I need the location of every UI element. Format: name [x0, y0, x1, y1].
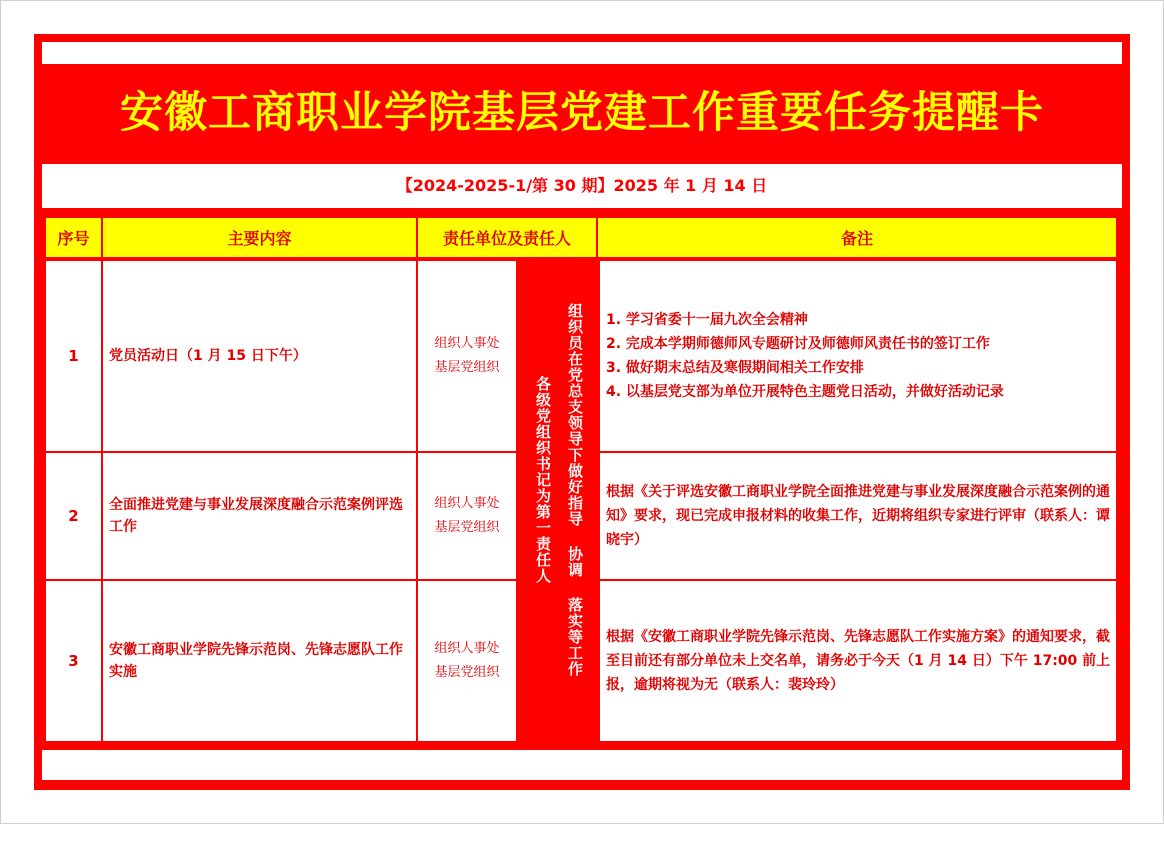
card-title: 安徽工商职业学院基层党建工作重要任务提醒卡	[120, 88, 1044, 138]
top-white-strip	[42, 42, 1122, 64]
responsibility-banner	[518, 261, 598, 741]
row-2-notes: 根据《关于评选安徽工商职业学院全面推进党建与事业发展深度融合示范案例的通知》要求，现已完成申报材料的收集工作，近期将组织专家进行评审（联系人：谭晓宇）	[600, 453, 1116, 579]
header-content: 主要内容	[103, 218, 416, 257]
row-1-unit-org: 组织人事处	[434, 336, 500, 351]
row-1-content: 党员活动日（1 月 15 日下午）	[103, 261, 416, 451]
row-2-unit-org: 组织人事处	[434, 496, 500, 511]
task-table	[44, 216, 1120, 743]
row-2-unit-grassroots: 基层党组织	[434, 520, 500, 535]
header-index: 序号	[46, 218, 101, 257]
row-2-units	[418, 453, 516, 579]
reminder-card	[34, 34, 1130, 790]
row-3-unit-grassroots: 基层党组织	[434, 665, 500, 680]
row-3-index: 3	[46, 581, 101, 741]
bottom-white-strip	[42, 750, 1122, 780]
row-3-content: 安徽工商职业学院先锋示范岗、先锋志愿队工作实施	[103, 581, 416, 741]
row-1-note-4: 4. 以基层党支部为单位开展特色主题党日活动，并做好活动记录	[606, 384, 1004, 400]
row-1-index: 1	[46, 261, 101, 451]
row-3-unit-org: 组织人事处	[434, 641, 500, 656]
row-1-note-3: 3. 做好期末总结及寒假期间相关工作安排	[606, 360, 864, 376]
row-2-index: 2	[46, 453, 101, 579]
row-3-units	[418, 581, 516, 741]
row-1-note-1: 1. 学习省委十一届九次全会精神	[606, 312, 808, 328]
row-1-notes	[600, 261, 1116, 451]
row-3-notes: 根据《安徽工商职业学院先锋示范岗、先锋志愿队工作实施方案》的通知要求，截至目前还有部分单位未上交名单，请务必于今天（1 月 14 日）下午 17:00 前上报，逾期将视为无（联系人：裴玲玲）	[600, 581, 1116, 741]
header-responsible: 责任单位及责任人	[418, 218, 596, 257]
row-1-note-2: 2. 完成本学期师德师风专题研讨及师德师风责任书的签订工作	[606, 336, 990, 352]
banner-line-secretary: 各级党组织书记为第一责任人	[534, 376, 552, 584]
period-line: 【2024-2025-1/第 30 期】2025 年 1 月 14 日	[42, 164, 1122, 208]
row-1-units	[418, 261, 516, 451]
row-1-unit-grassroots: 基层党组织	[434, 360, 500, 375]
row-2-content: 全面推进党建与事业发展深度融合示范案例评选工作	[103, 453, 416, 579]
header-notes: 备注	[598, 218, 1116, 257]
banner-line-organizer: 组织员在党总支领导下做好指导 协调 落实等工作	[566, 303, 584, 677]
